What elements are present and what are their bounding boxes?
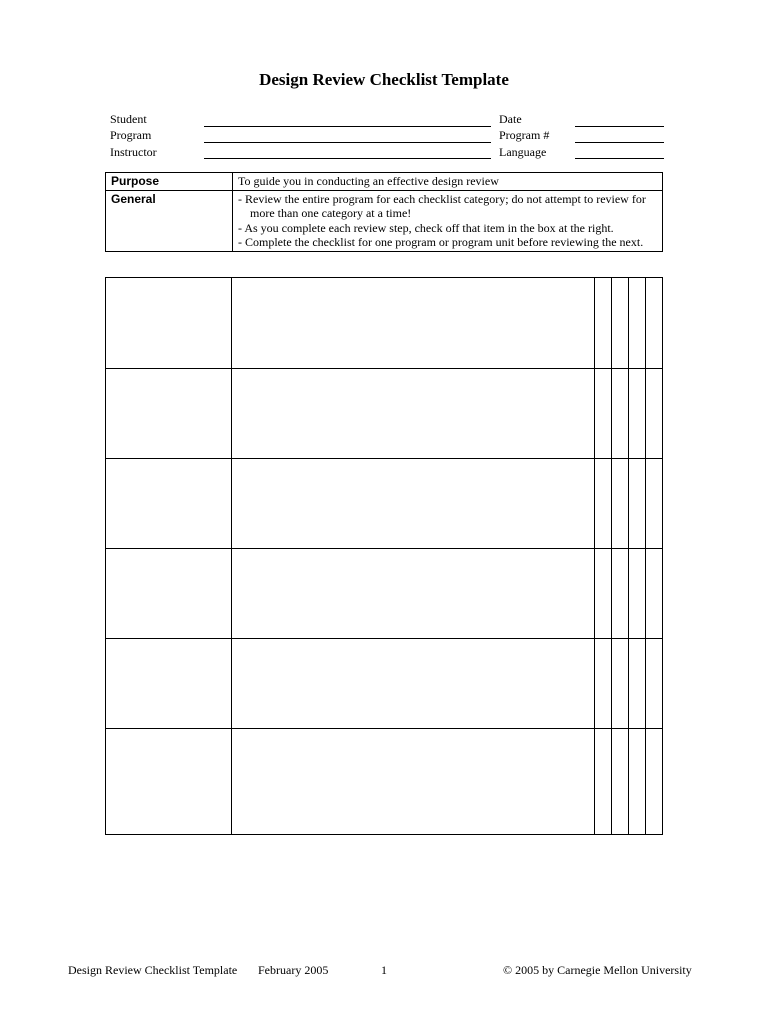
checklist-row: [106, 459, 663, 549]
checkbox-cell[interactable]: [645, 549, 662, 639]
info-table: [105, 172, 663, 252]
checkbox-cell[interactable]: [645, 459, 662, 549]
checkbox-cell[interactable]: [628, 549, 645, 639]
checkbox-cell[interactable]: [594, 639, 611, 729]
checklist-row: [106, 639, 663, 729]
checkbox-cell[interactable]: [594, 459, 611, 549]
general-row: [106, 190, 663, 251]
category-cell[interactable]: [106, 278, 232, 369]
program-label: Program: [110, 128, 152, 142]
general-label: General: [106, 190, 233, 251]
category-cell[interactable]: [106, 639, 232, 729]
program-number-label: Program #: [499, 128, 550, 142]
date-field[interactable]: [575, 126, 664, 127]
student-label: Student: [110, 112, 147, 126]
item-cell[interactable]: [232, 278, 595, 369]
checkbox-cell[interactable]: [594, 549, 611, 639]
footer-date: February 2005: [258, 963, 329, 977]
checkbox-cell[interactable]: [628, 369, 645, 459]
checkbox-cell[interactable]: [645, 278, 662, 369]
footer-copyright: © 2005 by Carnegie Mellon University: [503, 963, 692, 977]
checkbox-cell[interactable]: [611, 549, 628, 639]
language-label: Language: [499, 145, 547, 159]
checkbox-cell[interactable]: [645, 369, 662, 459]
checklist-row: [106, 369, 663, 459]
item-cell[interactable]: [232, 729, 595, 835]
checkbox-cell[interactable]: [611, 729, 628, 835]
footer-doc-title: Design Review Checklist Template: [68, 963, 238, 977]
category-cell[interactable]: [106, 369, 232, 459]
checkbox-cell[interactable]: [611, 459, 628, 549]
language-field[interactable]: [575, 158, 664, 159]
instructor-label: Instructor: [110, 145, 157, 159]
checkbox-cell[interactable]: [628, 729, 645, 835]
checkbox-cell[interactable]: [594, 278, 611, 369]
checklist-row: [106, 549, 663, 639]
checklist-row: [106, 729, 663, 835]
page-title: Design Review Checklist Template: [259, 70, 509, 89]
header-fields: [0, 0, 768, 170]
instructor-field[interactable]: [204, 158, 491, 159]
checkbox-cell[interactable]: [628, 278, 645, 369]
checkbox-cell[interactable]: [628, 639, 645, 729]
checkbox-cell[interactable]: [628, 459, 645, 549]
checkbox-cell[interactable]: [611, 278, 628, 369]
checkbox-cell[interactable]: [645, 639, 662, 729]
general-item: - Complete the checklist for one program or program unit before reviewing the next.: [238, 235, 644, 249]
category-cell[interactable]: [106, 459, 232, 549]
date-label: Date: [499, 112, 522, 126]
checkbox-cell[interactable]: [611, 639, 628, 729]
purpose-row: [106, 173, 663, 191]
checkbox-cell[interactable]: [645, 729, 662, 835]
item-cell[interactable]: [232, 459, 595, 549]
general-item: - As you complete each review step, check off that item in the box at the right.: [238, 220, 614, 235]
item-cell[interactable]: [232, 549, 595, 639]
category-cell[interactable]: [106, 729, 232, 835]
checklist-row: [106, 278, 663, 369]
page-number: 1: [381, 963, 387, 977]
item-cell[interactable]: [232, 639, 595, 729]
checkbox-cell[interactable]: [594, 369, 611, 459]
program-number-field[interactable]: [575, 142, 664, 143]
general-instructions: [233, 190, 663, 251]
item-cell[interactable]: [232, 369, 595, 459]
student-field[interactable]: [204, 126, 491, 127]
checkbox-cell[interactable]: [611, 369, 628, 459]
checklist-table: [105, 277, 663, 835]
program-field[interactable]: [204, 142, 491, 143]
general-item: - Review the entire program for each checklist category; do not attempt to review for more than one category at a time!: [238, 191, 646, 220]
purpose-text: To guide you in conducting an effective design review: [233, 173, 663, 191]
purpose-label: Purpose: [106, 173, 233, 191]
category-cell[interactable]: [106, 549, 232, 639]
checkbox-cell[interactable]: [594, 729, 611, 835]
